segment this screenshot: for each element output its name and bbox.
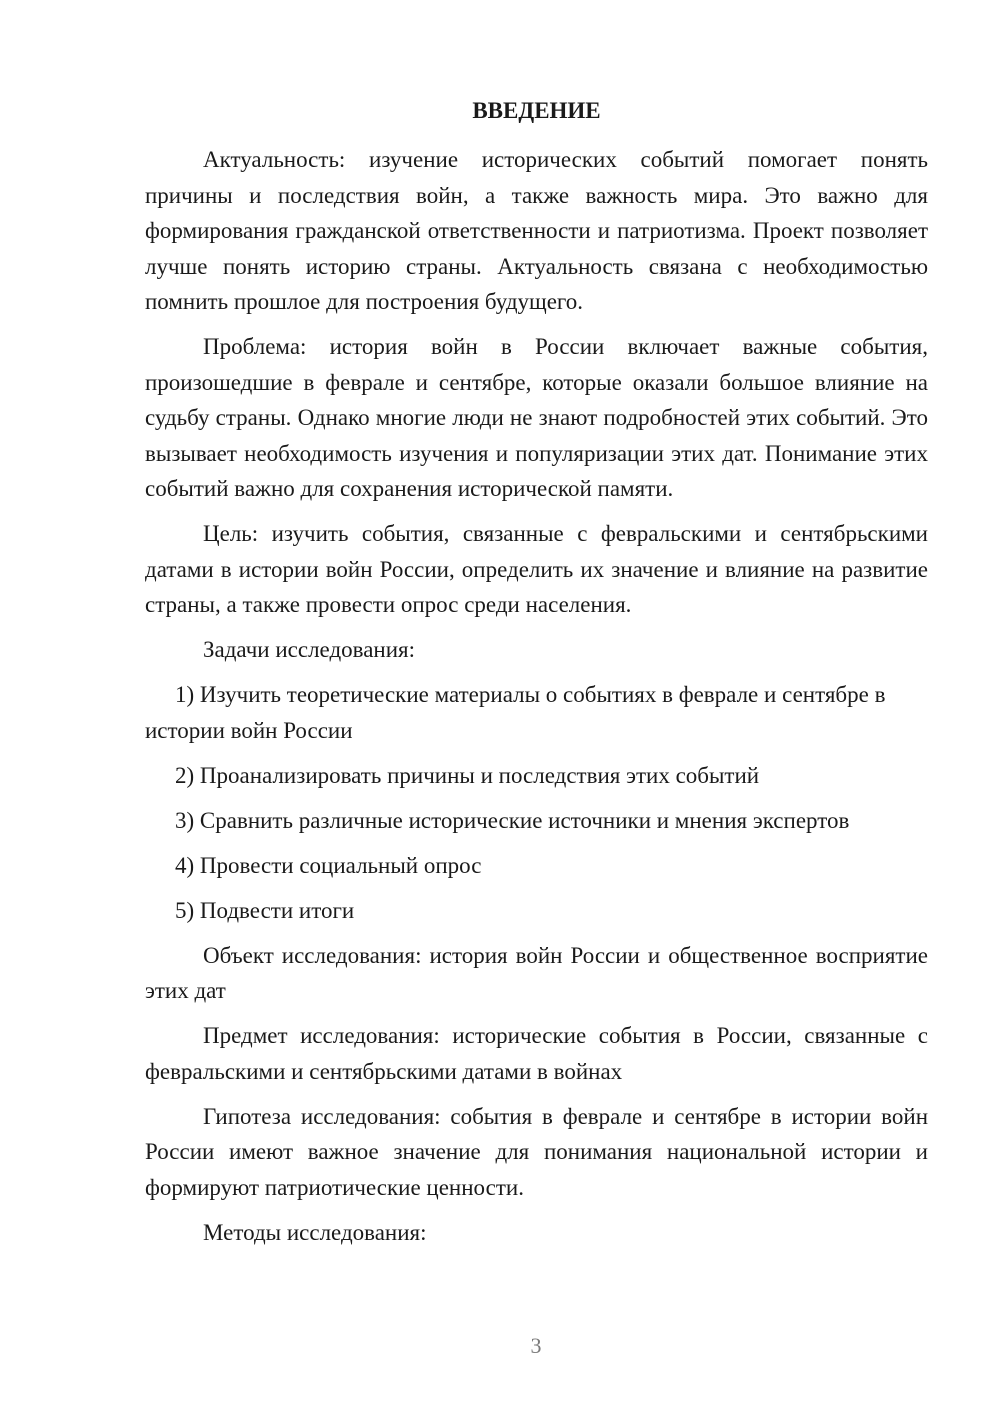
task-item-1: 1) Изучить теоретические материалы о событиях в феврале и сентябре в истории войн России (145, 682, 886, 743)
document-body (145, 142, 928, 1260)
task-item-2: 2) Проанализировать причины и последствия этих событий (175, 762, 760, 788)
paragraph-hypothesis: Гипотеза исследования: события в феврале и сентябре в истории войн России имеют важное значение для понимания национальной истории и формируют патриотические ценности. (145, 1103, 928, 1200)
task-item-4: 4) Провести социальный опрос (175, 852, 482, 878)
paragraph-subject: Предмет исследования: исторические события в России, связанные с февральскими и сентябрьскими датами в войнах (145, 1023, 928, 1084)
paragraph-tasks-heading: Задачи исследования: (203, 637, 416, 662)
page-number: 3 (530, 1333, 542, 1358)
task-item-3: 3) Сравнить различные исторические источники и мнения экспертов (175, 807, 850, 833)
paragraph-problem: Проблема: история войн в России включает важные события, произошедшие в феврале и сентябре, которые оказали большое влияние на судьбу страны. Однако многие люди не знают подробностей этих событий. Это вызывает необходимость изучения и популяризации этих дат. Понимание этих событий важно для сохранения исторической памяти. (145, 334, 928, 501)
page-title: ВВЕДЕНИЕ (472, 98, 601, 123)
paragraph-relevance: Актуальность: изучение исторических событий помогает понять причины и последствия войн, а также важность мира. Это важно для формирования гражданской ответственности и патриотизма. Проект позволяет лучше понять историю страны. Актуальность связана с необходимостью помнить прошлое для построения будущего. (145, 147, 928, 314)
task-item-5: 5) Подвести итоги (175, 897, 355, 923)
paragraph-goal: Цель: изучить события, связанные с февральскими и сентябрьскими датами в истории войн России, определить их значение и влияние на развитие страны, а также провести опрос среди населения. (145, 521, 928, 617)
paragraph-methods: Методы исследования: (203, 1219, 427, 1245)
paragraph-object: Объект исследования: история войн России и общественное восприятие этих дат (145, 942, 928, 1003)
